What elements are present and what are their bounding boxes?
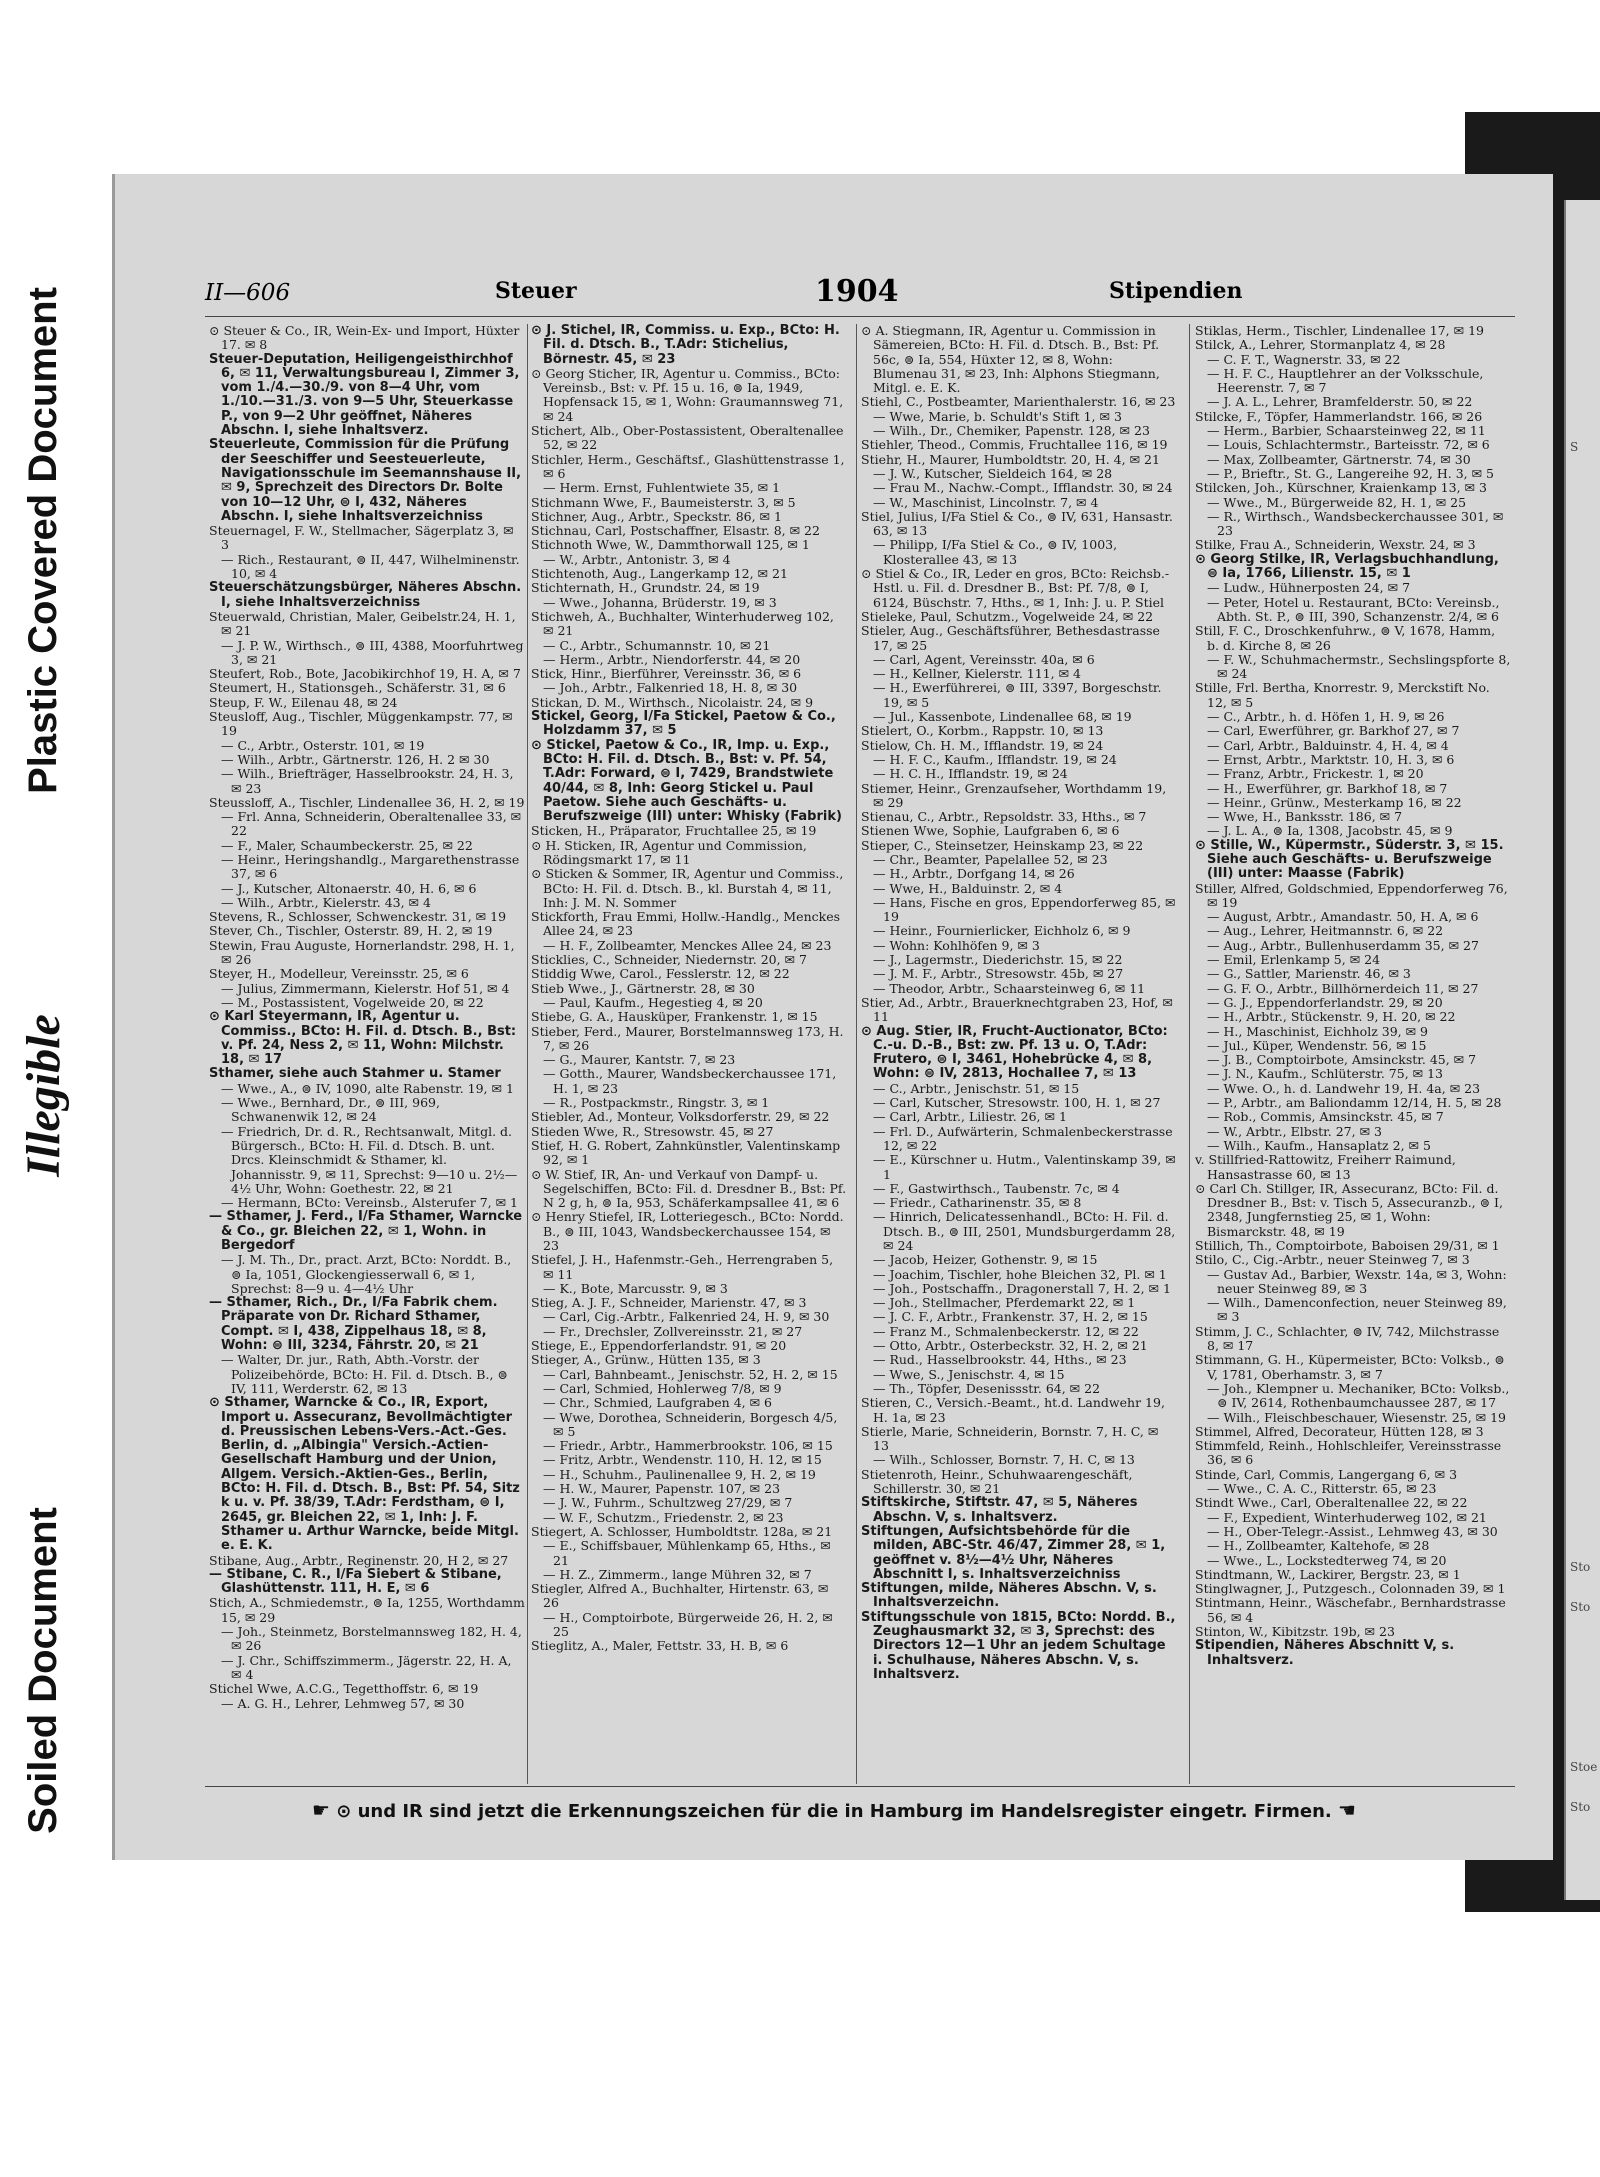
directory-entry: — H., Kellner, Kielerstr. 111, ✉ 4: [873, 666, 1081, 682]
directory-entry: — H., Zollbeamter, Kaltehofe, ✉ 28: [1207, 1538, 1430, 1554]
directory-entry: — Wwe, Dorothea, Schneiderin, Borgesch 4/5, ✉ 5: [543, 1409, 838, 1439]
directory-entry: — J. N., Kaufm., Schlüterstr. 75, ✉ 13: [1207, 1066, 1444, 1082]
directory-entry: — F., Expedient, Winterhuderweg 102, ✉ 21: [1207, 1509, 1487, 1525]
plastic-covered-label: Plastic Covered Document: [20, 286, 65, 794]
directory-entry: — H., Comptoirbote, Bürgerweide 26, H. 2, ✉ 25: [543, 1609, 833, 1640]
directory-column-1: [209, 324, 525, 1784]
directory-page: [112, 174, 1553, 1860]
directory-entry: — G. F. O., Arbtr., Billhörnerdeich 11, ✉ 27: [1207, 980, 1479, 996]
directory-entry: — Friedrich, Dr. d. R., Rechtsanwalt, Mitgl. d. Bürgersch., BCto: H. Fil. d. Dtsch. B. unt. Drcs. Kleinschmidt & Sthamer, kl. Johannisstr. 9, ✉ 11, Sprechst: 9—10 u. 2½—4½ Uhr, Wohn: Goethestr. 22, ✉ 21: [221, 1123, 518, 1196]
directory-entry: — Carl, Ewerführer, gr. Barkhof 27, ✉ 7: [1207, 723, 1460, 739]
directory-entry: Stier, Ad., Arbtr., Brauerknechtgraben 23, Hof, ✉ 11: [861, 994, 1173, 1025]
footer-rule: [205, 1786, 1515, 1787]
directory-entry: — Joh., Stellmacher, Pferdemarkt 22, ✉ 1: [873, 1295, 1136, 1311]
directory-entry: — F. W., Schuhmachermstr., Sechslingspforte 8, ✉ 24: [1207, 651, 1511, 682]
header-year: 1904: [815, 274, 899, 309]
header-rule: [205, 316, 1515, 317]
directory-entry: — Louis, Schlachtermstr., Barteisstr. 72, ✉ 6: [1207, 437, 1490, 453]
neighbour-fragment: Sto: [1570, 1800, 1591, 1814]
directory-entry: Stichner, Aug., Arbtr., Speckstr. 86, ✉ 1: [531, 508, 782, 524]
directory-entry: Stichtenoth, Aug., Langerkamp 12, ✉ 21: [531, 566, 788, 582]
directory-entry: — H. C. H., Ifflandstr. 19, ✉ 24: [873, 766, 1068, 782]
directory-entry: — Carl, Arbtr., Balduinstr. 4, H. 4, ✉ 4: [1207, 737, 1449, 753]
directory-entry: Stiel, Julius, I/Fa Stiel & Co., ⊜ IV, 631, Hansastr. 63, ✉ 13: [861, 508, 1173, 539]
directory-entry: Stieglitz, A., Maler, Fettstr. 33, H. B, ✉ 6: [531, 1638, 789, 1654]
directory-entry: Stintmann, Heinr., Wäschefabr., Bernhardstrasse 56, ✉ 4: [1195, 1595, 1506, 1625]
directory-entry: Stieden Wwe, R., Stresowstr. 45, ✉ 27: [531, 1123, 774, 1139]
directory-entry: — Joh., Postschaffn., Dragonerstall 7, H. 2, ✉ 1: [873, 1280, 1171, 1296]
directory-entry: Steusloff, Aug., Tischler, Müggenkampstr. 77, ✉ 19: [209, 709, 513, 739]
directory-entry: — J. Chr., Schiffszimmerm., Jägerstr. 22, H. A, ✉ 4: [221, 1652, 512, 1682]
directory-entry: — W., Arbtr., Elbstr. 27, ✉ 3: [1207, 1123, 1382, 1139]
directory-columns: [209, 324, 1515, 1784]
directory-entry: Stillich, Th., Comptoirbote, Baboisen 29/31, ✉ 1: [1195, 1238, 1500, 1253]
directory-entry: Stiehler, Theod., Commis, Fruchtallee 116, ✉ 19: [861, 437, 1168, 453]
directory-entry: Stille, Frl. Bertha, Knorrestr. 9, Merckstift No. 12, ✉ 5: [1195, 680, 1490, 710]
directory-entry: — Wwe., Bernhard, Dr., ⊜ III, 969, Schwanenwik 12, ✉ 24: [221, 1095, 440, 1125]
pointing-hand-icon: ☚: [1338, 1798, 1356, 1822]
neighbour-fragment: S: [1570, 440, 1579, 454]
soiled-document-label: Soiled Document: [20, 1506, 65, 1834]
directory-entry: — J. W., Kutscher, Sieldeich 164, ✉ 28: [873, 465, 1113, 481]
directory-entry: — F., Maler, Schaumbeckerstr. 25, ✉ 22: [221, 837, 473, 853]
directory-entry: ⊙ A. Stiegmann, IR, Agentur u. Commission in Sämereien, BCto: H. Fil. d. Dtsch. B., Bst: Pf. 56c, ⊜ Ia, 554, Hüxter 12, ✉ 8, Wohn: Blumenau 31, ✉ 23, Inh: Alphons Stiegmann, Mitgl. e. E. K.: [861, 324, 1160, 396]
directory-entry: — C., Arbtr., Osterstr. 101, ✉ 19: [221, 737, 425, 753]
directory-entry: — Friedr., Catharinenstr. 35, ✉ 8: [873, 1195, 1082, 1211]
directory-entry: Stickan, D. M., Wirthsch., Nicolaistr. 24, ✉ 9: [531, 694, 814, 710]
directory-entry: Stichnoth Wwe, W., Dammthorwall 125, ✉ 1: [531, 537, 810, 553]
directory-entry: — H. F. C., Hauptlehrer an der Volksschule, Heerenstr. 7, ✉ 7: [1207, 365, 1484, 396]
directory-entry: — W. F., Schutzm., Friedenstr. 2, ✉ 23: [543, 1509, 784, 1525]
directory-entry: — August, Arbtr., Amandastr. 50, H. A, ✉ 6: [1207, 909, 1479, 925]
directory-entry: Stieleke, Paul, Schutzm., Vogelweide 24, ✉ 22: [861, 608, 1154, 624]
directory-entry: Stiege, E., Eppendorferlandstr. 91, ✉ 20: [531, 1338, 787, 1354]
directory-entry: — E., Schiffsbauer, Mühlenkamp 65, Hths., ✉ 21: [543, 1538, 831, 1568]
directory-entry: — H., Arbtr., Stückenstr. 9, H. 20, ✉ 22: [1207, 1009, 1456, 1025]
directory-entry: — Wwe, H., Balduinstr. 2, ✉ 4: [873, 880, 1063, 896]
directory-entry: Stieger, A., Grünw., Hütten 135, ✉ 3: [531, 1352, 761, 1368]
directory-entry: Sthamer, siehe auch Stahmer u. Stamer: [209, 1066, 501, 1082]
directory-entry: — Fr., Drechsler, Zollvereinsstr. 21, ✉ 27: [543, 1323, 803, 1339]
header-keyword-left: Steuer: [495, 278, 577, 304]
directory-entry: — Th., Töpfer, Desenissstr. 64, ✉ 22: [873, 1380, 1101, 1396]
directory-entry: Stickel, Georg, I/Fa Stickel, Paetow & Co., Holzdamm 37, ✉ 5: [531, 709, 836, 739]
directory-entry: ⊙ Steuer & Co., IR, Wein-Ex- und Import, Hüxter 17. ✉ 8: [209, 324, 520, 353]
directory-entry: — Carl, Cig.-Arbtr., Falkenried 24, H. 9, ✉ 30: [543, 1309, 830, 1325]
directory-entry: — Jacob, Heizer, Gothenstr. 9, ✉ 15: [873, 1252, 1098, 1268]
directory-entry: Stiftungen, Aufsichtsbehörde für die milden, ABC-Str. 46/47, Zimmer 28, ✉ 1, geöffnet v. 8½—4½ Uhr, Näheres Abschnitt I, s. Inhaltsverzeichniss: [861, 1523, 1166, 1582]
directory-entry: — G., Sattler, Marienstr. 46, ✉ 3: [1207, 966, 1411, 982]
directory-entry: Stindtmann, W., Lackirer, Bergstr. 23, ✉ 1: [1195, 1566, 1461, 1582]
directory-entry: — Wilh., Schlosser, Bornstr. 7, H. C, ✉ 13: [873, 1452, 1135, 1468]
directory-entry: — Gustav Ad., Barbier, Wexstr. 14a, ✉ 3, Wohn: neuer Steinweg 89, ✉ 3: [1207, 1266, 1507, 1296]
directory-entry: — C., Arbtr., h. d. Höfen 1, H. 9, ✉ 26: [1207, 709, 1445, 725]
directory-entry: ⊙ H. Sticken, IR, Agentur und Commission, Rödingsmarkt 17, ✉ 11: [531, 837, 807, 867]
directory-entry: Stielert, O., Korbm., Rappstr. 10, ✉ 13: [861, 723, 1104, 739]
directory-entry: — H. W., Maurer, Papenstr. 107, ✉ 23: [543, 1481, 781, 1497]
directory-entry: Stimm, J. C., Schlachter, ⊜ IV, 742, Milchstrasse 8, ✉ 17: [1195, 1323, 1500, 1354]
directory-entry: Stinton, W., Kibitzstr. 19b, ✉ 23: [1195, 1624, 1395, 1640]
directory-entry: Stichternath, H., Grundstr. 24, ✉ 19: [531, 580, 760, 596]
directory-entry: — E., Kürschner u. Hutm., Valentinskamp 39, ✉ 1: [873, 1152, 1176, 1182]
directory-entry: — Rich., Restaurant, ⊜ II, 447, Wilhelminenstr. 10, ✉ 4: [221, 551, 520, 582]
directory-entry: — Herm., Barbier, Schaarsteinweg 22, ✉ 11: [1207, 423, 1486, 439]
directory-entry: — Heinr., Grünw., Mesterkamp 16, ✉ 22: [1207, 794, 1462, 810]
directory-entry: — Heinr., Fournierlicker, Eichholz 6, ✉ 9: [873, 923, 1131, 939]
directory-entry: Stiehl, C., Postbeamter, Marienthalerstr. 16, ✉ 23: [861, 394, 1176, 410]
directory-entry: — Ernst, Arbtr., Marktstr. 10, H. 3, ✉ 6: [1207, 751, 1455, 767]
directory-entry: — G. J., Eppendorferlandstr. 29, ✉ 20: [1207, 994, 1443, 1010]
directory-entry: — J. L. A., ⊜ Ia, 1308, Jacobstr. 45, ✉ 9: [1207, 823, 1453, 839]
directory-entry: — J. B., Comptoirbote, Amsinckstr. 45, ✉ 7: [1207, 1052, 1477, 1068]
directory-entry: — Wwe., Johanna, Brüderstr. 19, ✉ 3: [543, 594, 777, 610]
directory-entry: ⊙ Carl Ch. Stillger, IR, Assecuranz, BCto: Fil. d. Dresdner B., Bst: v. Tisch 5, Assecuranzb., ⊜ I, 2348, Jungfernstieg 25, ✉ 1, Wohn: Bismarckstr. 48, ✉ 19: [1195, 1180, 1503, 1239]
directory-entry: Steuer-Deputation, Heiligengeisthirchhof 6, ✉ 11, Verwaltungsbureau I, Zimmer 3, vom 1./4.—30./9. von 8—4 Uhr, vom 1./10.—31./3. von 9—5 Uhr, Steuerkasse P., von 9—2 Uhr geöffnet, Näheres Abschn. I, siehe Inhaltsverz.: [209, 351, 520, 439]
directory-entry: Stietenroth, Heinr., Schuhwaarengeschäft, Schillerstr. 30, ✉ 21: [861, 1466, 1133, 1497]
directory-entry: Stichert, Alb., Ober-Postassistent, Oberaltenallee 52, ✉ 22: [531, 423, 844, 453]
directory-entry: Stinglwagner, J., Putzgesch., Colonnaden 39, ✉ 1: [1195, 1581, 1506, 1597]
directory-entry: — W., Arbtr., Antonistr. 3, ✉ 4: [543, 551, 731, 567]
directory-entry: Stiebe, G. A., Hausküper, Frankenstr. 1, ✉ 15: [531, 1009, 818, 1025]
neighbour-fragment: Stoe: [1570, 1760, 1598, 1774]
directory-entry: Stiegert, A. Schlosser, Humboldtstr. 128a, ✉ 21: [531, 1523, 833, 1539]
directory-entry: — Rud., Hasselbrookstr. 44, Hths., ✉ 23: [873, 1352, 1127, 1368]
directory-entry: — Hermann, BCto: Vereinsb., Alsterufer 7, ✉ 1: [221, 1195, 519, 1211]
header-keyword-right: Stipendien: [1109, 278, 1243, 304]
directory-entry: — Paul, Kaufm., Hegestieg 4, ✉ 20: [543, 994, 763, 1010]
directory-entry: — J. W., Fuhrm., Schultzweg 27/29, ✉ 7: [543, 1495, 793, 1511]
directory-entry: ⊙ W. Stief, IR, An- und Verkauf von Dampf- u. Segelschiffen, BCto: Fil. d. Dresdner B., Bst: Pf. N 2 g, h, ⊜ Ia, 953, Schäferkampsallee 41, ✉ 6: [531, 1166, 847, 1211]
directory-entry: Sticklies, C., Schneider, Niedernstr. 20, ✉ 7: [531, 952, 807, 968]
directory-entry: Stieg, A. J. F., Schneider, Marienstr. 47, ✉ 3: [531, 1295, 807, 1311]
directory-entry: Stipendien, Näheres Abschnitt V, s. Inhaltsverz.: [1195, 1638, 1455, 1668]
directory-entry: Stichmann Wwe, F., Baumeisterstr. 3, ✉ 5: [531, 494, 796, 510]
directory-entry: — C., Arbtr., Jenischstr. 51, ✉ 15: [873, 1080, 1080, 1096]
directory-entry: Stiemer, Heinr., Grenzaufseher, Worthdamm 19, ✉ 29: [861, 780, 1167, 810]
directory-entry: — Peter, Hotel u. Restaurant, BCto: Vereinsb., Abth. St. P., ⊜ III, 390, Schanzenstr. 2/4, ✉ 6: [1207, 594, 1500, 624]
directory-entry: Stienen Wwe, Sophie, Laufgraben 6, ✉ 6: [861, 823, 1120, 839]
directory-entry: — F., Gastwirthsch., Taubenstr. 7c, ✉ 4: [873, 1180, 1120, 1196]
directory-entry: ⊙ Georg Sticher, IR, Agentur u. Commiss., BCto: Vereinsb., Bst: v. Pf. 15 u. 16, ⊜ Ia, 1949, Hopfensack 15, ✉ 1, Wohn: Graumannsweg 71, ✉ 24: [531, 365, 844, 424]
directory-entry: Stindt Wwe., Carl, Oberaltenallee 22, ✉ 22: [1195, 1495, 1468, 1511]
directory-entry: — Heinr., Heringshandlg., Margarethenstrasse 37, ✉ 6: [221, 851, 520, 882]
directory-entry: — Chr., Schmied, Laufgraben 4, ✉ 6: [543, 1395, 773, 1411]
directory-entry: Steufert, Rob., Bote, Jacobikirchhof 19, H. A, ✉ 7: [209, 666, 521, 682]
directory-entry: Stielow, Ch. H. M., Ifflandstr. 19, ✉ 24: [861, 737, 1104, 753]
directory-entry: — Jul., Kassenbote, Lindenallee 68, ✉ 19: [873, 709, 1132, 725]
directory-entry: Stilke, Frau A., Schneiderin, Wexstr. 24, ✉ 3: [1195, 537, 1476, 553]
directory-entry: Stimmel, Alfred, Decorateur, Hütten 128, ✉ 3: [1195, 1423, 1484, 1439]
directory-entry: Stevens, R., Schlosser, Schwenckestr. 31, ✉ 19: [209, 909, 507, 925]
directory-entry: Stiftungen, milde, Näheres Abschn. V, s. Inhaltsverzeichn.: [861, 1581, 1157, 1611]
directory-entry: — Wilh., Damenconfection, neuer Steinweg 89, ✉ 3: [1207, 1295, 1507, 1325]
directory-entry: Stimmann, G. H., Küpermeister, BCto: Volksb., ⊜ V, 1781, Oberhamstr. 3, ✉ 7: [1195, 1352, 1505, 1382]
directory-entry: — Hans, Fische en gros, Eppendorferweg 85, ✉ 19: [873, 894, 1176, 925]
directory-entry: ⊙ Henry Stiefel, IR, Lotteriegesch., BCto: Nordd. B., ⊜ III, 1043, Wandsbeckerchaussee 154, ✉ 23: [531, 1209, 844, 1253]
directory-entry: Steussloff, A., Tischler, Lindenallee 36, H. 2, ✉ 19: [209, 794, 525, 810]
directory-entry: Steuerschätzungsbürger, Näheres Abschn. I, siehe Inhaltsverzeichniss: [209, 580, 522, 610]
directory-entry: ⊙ Sthamer, Warncke & Co., IR, Export, Import u. Assecuranz, Bevollmächtigter d. Preussischen Lebens-Vers.-Act.-Ges. Berlin, d. „Albingia" Versich.-Actien-Gesellschaft Hamburg und der Union, Allgem. Versich.-Aktien-Ges., Berlin, BCto: H. Fil. d. Dtsch. B., Bst: Pf. 54, Sitz k u. v. Pf. 38/39, T.Adr: Ferdstham, ⊜ I, 2645, gr. Bleichen 22, ✉ 1, Inh: J. F. Sthamer u. Arthur Warncke, beide Mitgl. e. E. K.: [209, 1395, 520, 1554]
directory-entry: — Jul., Küper, Wendenstr. 56, ✉ 15: [1207, 1037, 1427, 1053]
directory-entry: — Otto, Arbtr., Osterbeckstr. 32, H. 2, ✉ 21: [873, 1338, 1148, 1354]
directory-entry: — H., Arbtr., Dorfgang 14, ✉ 26: [873, 866, 1075, 882]
page-footer: [115, 1798, 1553, 1822]
directory-entry: Steyer, H., Modelleur, Vereinsstr. 25, ✉ 6: [209, 966, 469, 982]
directory-entry: — Wwe., L., Lockstedterweg 74, ✉ 20: [1207, 1552, 1447, 1568]
directory-entry: — H., Ewerführer, gr. Barkhof 18, ✉ 7: [1207, 780, 1448, 796]
neighbour-fragment: Sto: [1570, 1560, 1591, 1574]
directory-entry: Stichel Wwe, A.C.G., Tegetthoffstr. 6, ✉ 19: [209, 1681, 479, 1697]
directory-entry: — J. C. F., Arbtr., Frankenstr. 37, H. 2, ✉ 15: [873, 1309, 1148, 1325]
directory-entry: — Wwe., A., ⊜ IV, 1090, alte Rabenstr. 19, ✉ 1: [221, 1080, 514, 1096]
directory-entry: Stienau, C., Arbtr., Repsoldstr. 33, Hths., ✉ 7: [861, 809, 1147, 825]
directory-entry: — J., Kutscher, Altonaerstr. 40, H. 6, ✉ 6: [221, 880, 477, 896]
directory-entry: Stichweh, A., Buchhalter, Winterhuderweg 102, ✉ 21: [531, 608, 834, 639]
directory-entry: ⊙ Georg Stilke, IR, Verlagsbuchhandlung, ⊜ Ia, 1766, Lilienstr. 15, ✉ 1: [1195, 551, 1499, 582]
directory-entry: — Hinrich, Delicatessenhandl., BCto: H. Fil. d. Dtsch. B., ⊜ III, 2501, Mundsburgerdamm 28, ✉ 24: [873, 1209, 1176, 1253]
column-divider: [527, 324, 528, 1784]
directory-entry: — Theodor, Arbtr., Schaarsteinweg 6, ✉ 11: [873, 980, 1146, 996]
directory-entry: Stilcke, F., Töpfer, Hammerlandstr. 166, ✉ 26: [1195, 408, 1483, 424]
directory-entry: ⊙ Karl Steyermann, IR, Agentur u. Commiss., BCto: H. Fil. d. Dtsch. B., Bst: v. Pf. 24, Ness 2, ✉ 11, Wohn: Milchstr. 18, ✉ 17: [209, 1009, 517, 1068]
directory-entry: — Wohn: Kohlhöfen 9, ✉ 3: [873, 937, 1040, 953]
directory-entry: — Walter, Dr. jur., Rath, Abth.-Vorstr. der Polizeibehörde, BCto: H. Fil. d. Dtsch. B., ⊜ IV, 111, Werderstr. 62, ✉ 13: [221, 1352, 508, 1396]
directory-entry: Stieler, Aug., Geschäftsführer, Bethesdastrasse 17, ✉ 25: [861, 623, 1160, 653]
directory-entry: v. Stillfried-Rattowitz, Freiherr Raimund, Hansastrasse 60, ✉ 13: [1195, 1152, 1456, 1182]
directory-entry: Stiftungsschule von 1815, BCto: Nordd. B., Zeughausmarkt 32, ✉ 3, Sprechst: des Directors 12—1 Uhr an jedem Schultage i. Schulhause, Näheres Abschn. V, s. Inhaltsverz.: [861, 1609, 1176, 1682]
directory-entry: — K., Bote, Marcusstr. 9, ✉ 3: [543, 1280, 728, 1296]
directory-entry: Stiebler, Ad., Monteur, Volksdorferstr. 29, ✉ 22: [531, 1109, 830, 1125]
directory-entry: — Wilh., Fleischbeschauer, Wiesenstr. 25, ✉ 19: [1207, 1409, 1506, 1425]
directory-entry: — M., Postassistent, Vogelweide 20, ✉ 22: [221, 994, 484, 1010]
directory-entry: — H. Z., Zimmerm., lange Mühren 32, ✉ 7: [543, 1566, 812, 1582]
directory-entry: — Frl. Anna, Schneiderin, Oberaltenallee 33, ✉ 22: [221, 809, 522, 839]
directory-entry: — Frl. D., Aufwärterin, Schmalenbeckerstrasse 12, ✉ 22: [873, 1123, 1173, 1153]
directory-entry: — Sthamer, Rich., Dr., I/Fa Fabrik chem. Präparate von Dr. Richard Sthamer, Compt. ✉ I, 438, Zippelhaus 18, ✉ 8, Wohn: ⊜ III, 3234, Fährstr. 20, ✉ 21: [209, 1295, 498, 1354]
directory-entry: — P., Brieftr., St. G., Langereihe 92, H. 3, ✉ 5: [1207, 465, 1494, 481]
directory-entry: — Emil, Erlenkamp 5, ✉ 24: [1207, 952, 1381, 968]
directory-entry: Stich, A., Schmiedemstr., ⊜ Ia, 1255, Worthdamm 15, ✉ 29: [209, 1595, 525, 1625]
directory-entry: — A. G. H., Lehrer, Lehmweg 57, ✉ 30: [221, 1695, 465, 1711]
directory-entry: — Wwe., M., Bürgerweide 82, H. 1, ✉ 25: [1207, 494, 1467, 510]
page-number: II—606: [205, 280, 291, 306]
directory-entry: — Franz, Arbtr., Frickestr. 1, ✉ 20: [1207, 766, 1424, 782]
directory-entry: — Carl, Bahnbeamt., Jenischstr. 52, H. 2, ✉ 15: [543, 1366, 838, 1382]
directory-entry: — Wilh., Arbtr., Kielerstr. 43, ✉ 4: [221, 894, 431, 910]
directory-entry: — Joh., Klempner u. Mechaniker, BCto: Volksb., ⊜ IV, 2614, Rothenbaumchaussee 287, ✉ 17: [1207, 1380, 1510, 1411]
directory-entry: Stimmfeld, Reinh., Hohlschleifer, Vereinsstrasse 36, ✉ 6: [1195, 1438, 1502, 1468]
directory-entry: ⊙ Aug. Stier, IR, Frucht-Auctionator, BCto: C.-u. D.-B., Bst: zw. Pf. 13 u. O, T.Adr: Frutero, ⊜ I, 3461, Hohebrücke 4, ✉ 8, Wohn: ⊜ IV, 2813, Hochallee 7, ✉ 13: [861, 1023, 1168, 1082]
directory-entry: — H. F. C., Kaufm., Ifflandstr. 19, ✉ 24: [873, 751, 1117, 767]
directory-entry: Stick, Hinr., Bierführer, Vereinsstr. 36, ✉ 6: [531, 666, 802, 682]
directory-entry: Stiddig Wwe, Carol., Fesslerstr. 12, ✉ 22: [531, 966, 790, 982]
directory-entry: — Aug., Lehrer, Heitmannstr. 6, ✉ 22: [1207, 923, 1444, 939]
directory-entry: — Wwe., C. A. C., Ritterstr. 65, ✉ 23: [1207, 1481, 1437, 1497]
directory-entry: Stieper, C., Steinsetzer, Heinskamp 23, ✉ 22: [861, 837, 1144, 853]
directory-entry: — Franz M., Schmalenbeckerstr. 12, ✉ 22: [873, 1323, 1139, 1339]
directory-entry: Sticken, H., Präparator, Fruchtallee 25, ✉ 19: [531, 823, 817, 839]
directory-entry: ⊙ Sticken & Sommer, IR, Agentur und Commiss., BCto: H. Fil. d. Dtsch. B., kl. Burstah 4, ✉ 11, Inh: J. M. N. Sommer: [531, 866, 844, 910]
directory-entry: — Chr., Beamter, Papelallee 52, ✉ 23: [873, 851, 1108, 867]
column-divider: [856, 324, 857, 1784]
directory-entry: — J. M. Th., Dr., pract. Arzt, BCto: Norddt. B., ⊜ Ia, 1051, Glockengiesserwall 6, ✉ 1, Sprechst: 8—9 u. 4—4½ Uhr: [221, 1252, 512, 1296]
directory-entry: — Ludw., Hühnerposten 24, ✉ 7: [1207, 580, 1411, 596]
footer-text: ⊙ und IR sind jetzt die Erkennungszeichen für die in Hamburg im Handelsregister eingetr. Firmen.: [336, 1801, 1332, 1822]
directory-entry: Steup, F. W., Eilenau 48, ✉ 24: [209, 694, 398, 710]
directory-entry: — Wilh., Arbtr., Gärtnerstr. 126, H. 2 ✉ 30: [221, 751, 490, 767]
directory-entry: — Joh., Arbtr., Falkenried 18, H. 8, ✉ 30: [543, 680, 798, 696]
directory-entry: Stewin, Frau Auguste, Hornerlandstr. 298, H. 1, ✉ 26: [209, 937, 515, 968]
directory-entry: — Carl, Kutscher, Stresowstr. 100, H. 1, ✉ 27: [873, 1095, 1161, 1111]
directory-entry: ⊙ Stiel & Co., IR, Leder en gros, BCto: Reichsb.-Hstl. u. Fil. d. Dresdner B., Bst: Pf. 7/8, ⊜ I, 6124, Büschstr. 7, Hths., ✉ 1, Inh: J. u. P. Stiel: [861, 566, 1170, 610]
directory-entry: Stilcken, Joh., Kürschner, Kraienkamp 13, ✉ 3: [1195, 480, 1487, 496]
directory-entry: Steuerwald, Christian, Maler, Geibelstr.24, H. 1, ✉ 21: [209, 608, 516, 639]
directory-entry: — J. A. L., Lehrer, Bramfelderstr. 50, ✉ 22: [1207, 394, 1473, 410]
directory-entry: — Joh., Steinmetz, Borstelmannsweg 182, H. 4, ✉ 26: [221, 1624, 522, 1654]
directory-entry: — H., Maschinist, Eichholz 39, ✉ 9: [1207, 1023, 1429, 1039]
directory-entry: — J., Lagermstr., Diederichstr. 15, ✉ 22: [873, 952, 1123, 968]
directory-entry: — J. P. W., Wirthsch., ⊜ III, 4388, Moorfuhrtweg 3, ✉ 21: [221, 637, 524, 667]
directory-entry: Stilo, C., Cig.-Arbtr., neuer Steinweg 7, ✉ 3: [1195, 1252, 1470, 1268]
directory-entry: — Herm., Arbtr., Niendorferstr. 44, ✉ 20: [543, 651, 801, 667]
directory-entry: Stief, H. G. Robert, Zahnkünstler, Valentinskamp 92, ✉ 1: [531, 1137, 841, 1168]
directory-entry: Stinde, Carl, Commis, Langergang 6, ✉ 3: [1195, 1466, 1458, 1482]
directory-entry: Stibane, Aug., Arbtr., Reginenstr. 20, H 2, ✉ 27: [209, 1552, 509, 1568]
directory-entry: — Aug., Arbtr., Bullenhuserdamm 35, ✉ 27: [1207, 937, 1479, 953]
directory-entry: Stiehr, H., Maurer, Humboldtstr. 20, H. 4, ✉ 21: [861, 451, 1160, 467]
directory-entry: ⊙ Stille, W., Küpermstr., Süderstr. 3, ✉ 15. Siehe auch Geschäfts- u. Berufszweige (III) unter: Maasse (Fabrik): [1195, 837, 1504, 882]
directory-entry: — Wilh., Briefträger, Hasselbrookstr. 24, H. 3, ✉ 23: [221, 766, 514, 796]
directory-entry: — Joachim, Tischler, hohe Bleichen 32, Pl. ✉ 1: [873, 1266, 1167, 1282]
directory-entry: — Fritz, Arbtr., Wendenstr. 110, H. 12, ✉ 15: [543, 1452, 822, 1468]
page-header: [115, 274, 1553, 312]
directory-entry: Stieb Wwe., J., Gärtnerstr. 28, ✉ 30: [531, 980, 755, 996]
directory-entry: Stiftskirche, Stiftstr. 47, ✉ 5, Näheres Abschn. V, s. Inhaltsverz.: [861, 1495, 1138, 1525]
directory-entry: — Wwe, H., Banksstr. 186, ✉ 7: [1207, 809, 1403, 825]
directory-entry: — R., Postpackmstr., Ringstr. 3, ✉ 1: [543, 1095, 770, 1111]
directory-entry: Stiller, Alfred, Goldschmied, Eppendorferweg 76, ✉ 19: [1195, 880, 1508, 910]
directory-entry: — H., Ewerführerei, ⊜ III, 3397, Borgeschstr. 19, ✉ 5: [873, 680, 1162, 710]
directory-entry: — Wwe, S., Jenischstr. 4, ✉ 15: [873, 1366, 1065, 1382]
directory-entry: Stichler, Herm., Geschäftsf., Glashüttenstrasse 1, ✉ 6: [531, 451, 845, 481]
directory-entry: — C., Arbtr., Schumannstr. 10, ✉ 21: [543, 637, 771, 653]
directory-entry: — Wwe. O., h. d. Landwehr 19, H. 4a, ✉ 23: [1207, 1080, 1481, 1096]
neighbour-page: [1564, 200, 1600, 1900]
directory-entry: — H., Schuhm., Paulinenallee 9, H. 2, ✉ 19: [543, 1466, 816, 1482]
directory-entry: — Carl, Agent, Vereinsstr. 40a, ✉ 6: [873, 651, 1095, 667]
directory-entry: Stever, Ch., Tischler, Osterstr. 89, H. 2, ✉ 19: [209, 923, 493, 939]
directory-entry: — P., Arbtr., am Baliondamm 12/14, H. 5, ✉ 28: [1207, 1095, 1502, 1111]
directory-entry: — Wwe, Marie, b. Schuldt's Stift 1, ✉ 3: [873, 408, 1122, 424]
directory-entry: — H., Ober-Telegr.-Assist., Lehmweg 43, ✉ 30: [1207, 1523, 1498, 1539]
directory-entry: — G., Maurer, Kantstr. 7, ✉ 23: [543, 1052, 736, 1068]
directory-entry: Stieren, C., Versich.-Beamt., ht.d. Landwehr 19, H. 1a, ✉ 23: [861, 1395, 1165, 1425]
directory-entry: — Sthamer, J. Ferd., I/Fa Sthamer, Warncke & Co., gr. Bleichen 22, ✉ 1, Wohn. in Bergedorf: [209, 1209, 523, 1253]
directory-entry: — R., Wirthsch., Wandsbeckerchaussee 301, ✉ 23: [1207, 508, 1504, 539]
directory-entry: — Wilh., Dr., Chemiker, Papenstr. 128, ✉ 23: [873, 423, 1150, 439]
directory-column-4: [1195, 324, 1511, 1784]
pointing-hand-icon: ☛: [312, 1798, 330, 1822]
directory-entry: Stickforth, Frau Emmi, Hollw.-Handlg., Menckes Allee 24, ✉ 23: [531, 909, 841, 939]
directory-entry: — Stibane, C. R., I/Fa Siebert & Stibane, Glashüttenstr. 111, H. E, ✉ 6: [209, 1566, 502, 1597]
directory-entry: — Friedr., Arbtr., Hammerbrookstr. 106, ✉ 15: [543, 1438, 833, 1454]
directory-entry: Steuernagel, F. W., Stellmacher, Sägerplatz 3, ✉ 3: [209, 523, 514, 553]
directory-entry: ⊙ Stickel, Paetow & Co., IR, Imp. u. Exp., BCto: H. Fil. d. Dtsch. B., Bst: v. Pf. 54, T.Adr: Forward, ⊜ I, 7429, Brandstwiete 40/44, ✉ 8, Inh: Georg Stickel u. Paul Paetow. Siehe auch Geschäfts- u. Berufszweige (III) unter: Whisky (Fabrik): [531, 737, 842, 825]
directory-entry: Stiefel, J. H., Hafenmstr.-Geh., Herrengraben 5, ✉ 11: [531, 1252, 834, 1282]
directory-entry: Stierle, Marie, Schneiderin, Bornstr. 7, H. C, ✉ 13: [861, 1423, 1159, 1454]
directory-entry: Steumert, H., Stationsgeh., Schäferstr. 31, ✉ 6: [209, 680, 506, 696]
directory-entry: — Carl, Schmied, Hohlerweg 7/8, ✉ 9: [543, 1380, 782, 1396]
directory-entry: — H. F., Zollbeamter, Menckes Allee 24, ✉ 23: [543, 937, 832, 953]
column-divider: [1189, 324, 1190, 1784]
directory-column-2: [531, 324, 847, 1784]
directory-entry: — J. M. F., Arbtr., Stresowstr. 45b, ✉ 27: [873, 966, 1124, 982]
directory-entry: Stiklas, Herm., Tischler, Lindenallee 17, ✉ 19: [1195, 324, 1484, 338]
directory-entry: Stichnau, Carl, Postschaffner, Elsastr. 8, ✉ 22: [531, 523, 820, 539]
directory-entry: — Herm. Ernst, Fuhlentwiete 35, ✉ 1: [543, 480, 781, 496]
illegible-label: Illegible: [16, 1013, 70, 1177]
directory-entry: — C. F. T., Wagnerstr. 33, ✉ 22: [1207, 351, 1401, 367]
directory-entry: ⊙ J. Stichel, IR, Commiss. u. Exp., BCto: H. Fil. d. Dtsch. B., T.Adr: Stichelius, Börnestr. 45, ✉ 23: [531, 324, 840, 367]
directory-entry: — W., Maschinist, Lincolnstr. 7, ✉ 4: [873, 494, 1099, 510]
directory-entry: Still, F. C., Droschkenfuhrw., ⊜ V, 1678, Hamm, b. d. Kirche 8, ✉ 26: [1195, 623, 1496, 653]
directory-entry: — Julius, Zimmermann, Kielerstr. Hof 51, ✉ 4: [221, 980, 510, 996]
directory-column-3: [861, 324, 1177, 1784]
directory-entry: — Rob., Commis, Amsinckstr. 45, ✉ 7: [1207, 1109, 1444, 1125]
directory-entry: — Gotth., Maurer, Wandsbeckerchaussee 171, H. 1, ✉ 23: [543, 1066, 837, 1096]
directory-entry: — Philipp, I/Fa Stiel & Co., ⊜ IV, 1003, Klosterallee 43, ✉ 13: [873, 537, 1118, 567]
neighbour-fragment: Sto: [1570, 1600, 1591, 1614]
directory-entry: Stiegler, Alfred A., Buchhalter, Hirtenstr. 63, ✉ 26: [531, 1581, 829, 1611]
directory-entry: Steuerleute, Commission für die Prüfung der Seeschiffer und Seesteuerleute, Navigationsschule im Seemannshause II, ✉ 9, Sprechzeit des Directors Dr. Bolte von 10—12 Uhr, ⊜ I, 432, Näheres Abschn. I, siehe Inhaltsverzeichniss: [209, 437, 522, 524]
directory-entry: — Carl, Arbtr., Liliestr. 26, ✉ 1: [873, 1109, 1067, 1125]
directory-entry: — Max, Zollbeamter, Gärtnerstr. 74, ✉ 30: [1207, 451, 1471, 467]
directory-entry: — Frau M., Nachw.-Compt., Ifflandstr. 30, ✉ 24: [873, 480, 1173, 496]
directory-entry: Stilck, A., Lehrer, Stormanplatz 4, ✉ 28: [1195, 337, 1446, 353]
directory-entry: — Wilh., Kaufm., Hansaplatz 2, ✉ 5: [1207, 1137, 1431, 1153]
directory-entry: Stieber, Ferd., Maurer, Borstelmannsweg 173, H. 7, ✉ 26: [531, 1023, 844, 1053]
